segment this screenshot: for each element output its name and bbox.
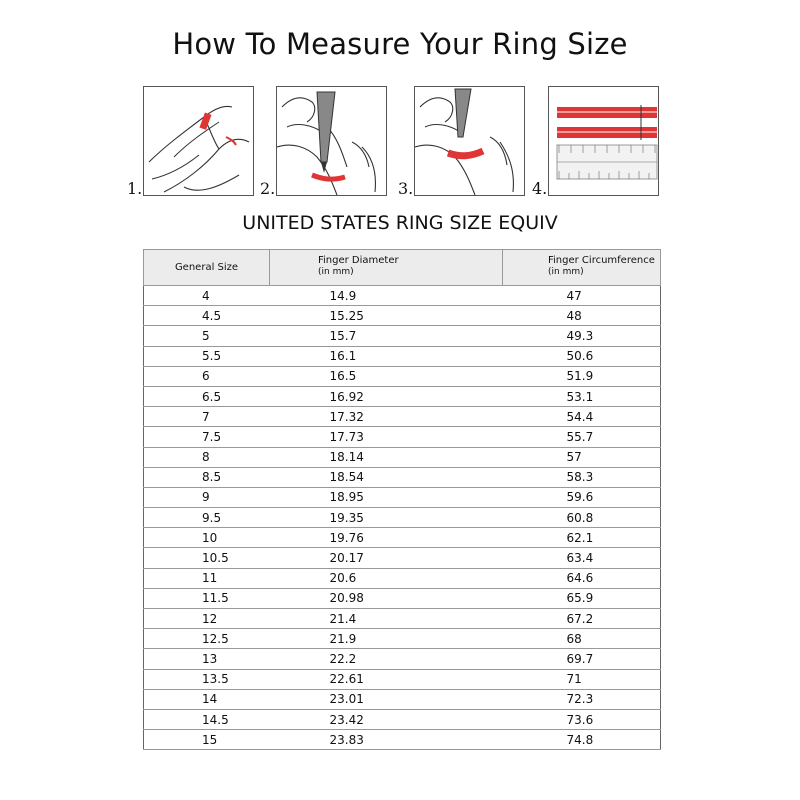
cell-general-size: 10 [144, 528, 270, 548]
cell-finger-circumference: 49.3 [503, 326, 661, 346]
cell-finger-circumference: 55.7 [503, 427, 661, 447]
table-row [144, 568, 661, 588]
cell-finger-circumference: 48 [503, 306, 661, 326]
step-4-frame [548, 86, 659, 196]
cell-finger-diameter: 16.1 [270, 346, 503, 366]
table-row [144, 386, 661, 406]
hand-with-red-band-icon [144, 87, 255, 197]
header-circumference-unit: (in mm) [548, 267, 584, 277]
cell-general-size: 4.5 [144, 306, 270, 326]
cell-finger-diameter: 21.9 [270, 629, 503, 649]
cell-finger-circumference: 59.6 [503, 487, 661, 507]
cell-general-size: 14 [144, 689, 270, 709]
cell-finger-circumference: 74.8 [503, 730, 661, 750]
table-header-row [144, 250, 661, 286]
cell-finger-circumference: 64.6 [503, 568, 661, 588]
step-3 [398, 86, 525, 198]
header-size-label: General Size [174, 262, 239, 273]
cell-general-size: 4 [144, 286, 270, 306]
table-row [144, 548, 661, 568]
step-4 [532, 86, 659, 198]
cell-general-size: 11.5 [144, 588, 270, 608]
cell-finger-circumference: 63.4 [503, 548, 661, 568]
table-row [144, 689, 661, 709]
table-row [144, 467, 661, 487]
cell-general-size: 5.5 [144, 346, 270, 366]
header-general-size [144, 250, 270, 286]
table-row [144, 366, 661, 386]
cell-finger-circumference: 67.2 [503, 609, 661, 629]
cell-finger-diameter: 23.42 [270, 709, 503, 729]
cell-finger-diameter: 18.95 [270, 487, 503, 507]
cell-finger-diameter: 20.6 [270, 568, 503, 588]
header-diameter-unit: (in mm) [318, 267, 354, 277]
cell-general-size: 9 [144, 487, 270, 507]
cell-finger-circumference: 71 [503, 669, 661, 689]
cell-general-size: 13.5 [144, 669, 270, 689]
cell-finger-diameter: 17.32 [270, 407, 503, 427]
table-row [144, 508, 661, 528]
table-row [144, 609, 661, 629]
cell-finger-circumference: 62.1 [503, 528, 661, 548]
cell-finger-circumference: 57 [503, 447, 661, 467]
step-2-frame [276, 86, 387, 196]
cell-general-size: 6.5 [144, 386, 270, 406]
cell-general-size: 10.5 [144, 548, 270, 568]
cell-general-size: 7 [144, 407, 270, 427]
header-finger-circumference [503, 250, 661, 286]
ring-size-table [143, 249, 661, 750]
table-body [144, 286, 661, 750]
table-row [144, 306, 661, 326]
table-row [144, 427, 661, 447]
cell-general-size: 14.5 [144, 709, 270, 729]
cell-finger-diameter: 17.73 [270, 427, 503, 447]
cell-general-size: 12 [144, 609, 270, 629]
cell-finger-circumference: 47 [503, 286, 661, 306]
step-3-number: 3. [398, 179, 414, 198]
step-2-number: 2. [260, 179, 276, 198]
cell-general-size: 13 [144, 649, 270, 669]
table-row [144, 588, 661, 608]
table-row [144, 669, 661, 689]
cell-finger-diameter: 19.76 [270, 528, 503, 548]
table-row [144, 709, 661, 729]
table-row [144, 629, 661, 649]
table-row [144, 326, 661, 346]
cell-general-size: 9.5 [144, 508, 270, 528]
header-diameter-label: Finger Diameter [318, 255, 399, 266]
cell-general-size: 8.5 [144, 467, 270, 487]
cell-finger-diameter: 23.01 [270, 689, 503, 709]
table-row [144, 447, 661, 467]
cell-general-size: 6 [144, 366, 270, 386]
cell-finger-diameter: 15.7 [270, 326, 503, 346]
cell-finger-circumference: 54.4 [503, 407, 661, 427]
step-1 [127, 86, 254, 198]
table-row [144, 407, 661, 427]
cell-finger-diameter: 21.4 [270, 609, 503, 629]
cell-finger-diameter: 22.2 [270, 649, 503, 669]
cell-general-size: 12.5 [144, 629, 270, 649]
table-row [144, 487, 661, 507]
cell-general-size: 15 [144, 730, 270, 750]
cell-finger-circumference: 51.9 [503, 366, 661, 386]
cell-finger-diameter: 20.98 [270, 588, 503, 608]
header-circumference-label: Finger Circumference [548, 255, 655, 266]
header-finger-diameter [270, 250, 503, 286]
cell-finger-diameter: 15.25 [270, 306, 503, 326]
step-4-number: 4. [532, 179, 548, 198]
cell-finger-diameter: 18.14 [270, 447, 503, 467]
table-title: UNITED STATES RING SIZE EQUIV [242, 212, 558, 234]
table-row [144, 649, 661, 669]
table-row [144, 730, 661, 750]
cell-finger-circumference: 53.1 [503, 386, 661, 406]
cell-finger-diameter: 20.17 [270, 548, 503, 568]
cell-finger-circumference: 69.7 [503, 649, 661, 669]
step-3-frame [414, 86, 525, 196]
cell-finger-diameter: 22.61 [270, 669, 503, 689]
cell-general-size: 7.5 [144, 427, 270, 447]
cell-finger-diameter: 23.83 [270, 730, 503, 750]
table-row [144, 346, 661, 366]
cell-finger-circumference: 65.9 [503, 588, 661, 608]
cell-finger-circumference: 72.3 [503, 689, 661, 709]
table-row [144, 528, 661, 548]
table-row [144, 286, 661, 306]
cell-finger-diameter: 19.35 [270, 508, 503, 528]
step-1-frame [143, 86, 254, 196]
cell-finger-diameter: 18.54 [270, 467, 503, 487]
cell-finger-diameter: 16.92 [270, 386, 503, 406]
cell-general-size: 5 [144, 326, 270, 346]
cell-finger-circumference: 60.8 [503, 508, 661, 528]
cell-finger-circumference: 68 [503, 629, 661, 649]
hand-ring-marked-icon [415, 87, 526, 197]
step-2 [260, 86, 387, 198]
cell-finger-circumference: 58.3 [503, 467, 661, 487]
page-title: How To Measure Your Ring Size [172, 27, 628, 61]
cell-finger-diameter: 14.9 [270, 286, 503, 306]
ruler-measure-icon [549, 87, 660, 197]
cell-general-size: 11 [144, 568, 270, 588]
cell-finger-circumference: 50.6 [503, 346, 661, 366]
step-1-number: 1. [127, 179, 143, 198]
cell-finger-circumference: 73.6 [503, 709, 661, 729]
cell-general-size: 8 [144, 447, 270, 467]
pen-marking-band-icon [277, 87, 388, 197]
cell-finger-diameter: 16.5 [270, 366, 503, 386]
